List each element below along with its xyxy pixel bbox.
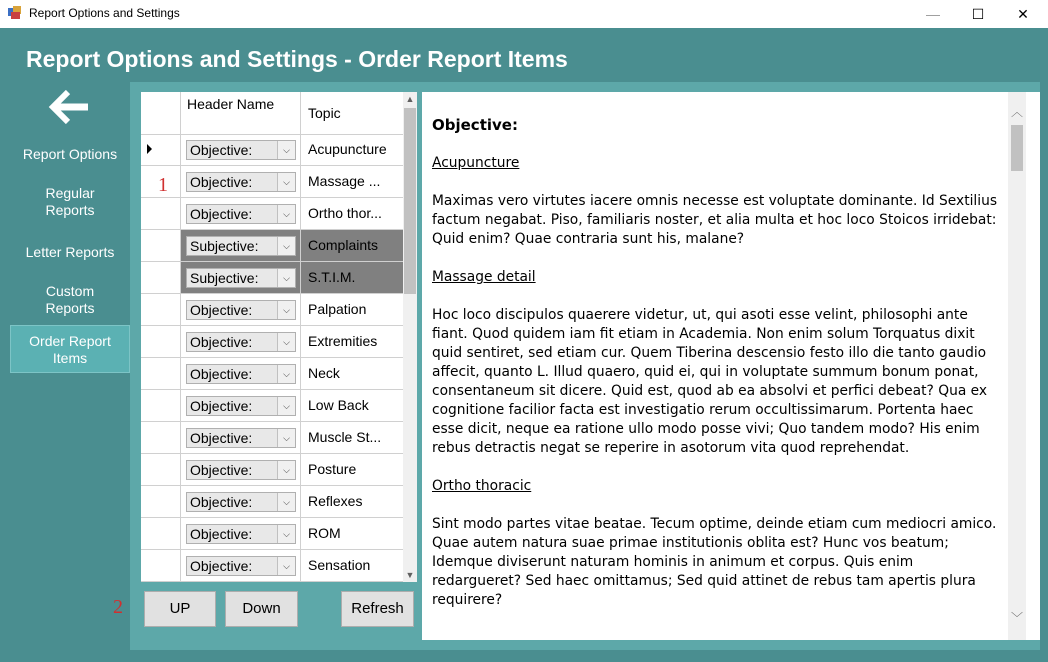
- header-name-combo[interactable]: [186, 204, 296, 224]
- header-name-combo[interactable]: [186, 332, 296, 352]
- table-row[interactable]: [141, 518, 403, 550]
- header-name-combo[interactable]: [186, 524, 296, 544]
- report-items-grid[interactable]: [141, 92, 417, 582]
- chevron-down-icon[interactable]: ⌵: [277, 269, 295, 287]
- header-name-combo[interactable]: [186, 172, 296, 192]
- preview-paragraph: Maximas vero virtutes iacere omnis necesse est voluptate dominante. Id Sextilius factum negabat. Piso, familiaris noster, et alia multa et hoc loco Stoicos irridebat: Quid enim? Quae contraria sunt his, malane?: [432, 193, 998, 247]
- header-name-cell: [181, 326, 301, 357]
- header-name-cell: [181, 390, 301, 421]
- header-name-cell: [181, 294, 301, 325]
- column-header-name[interactable]: Header Name: [181, 92, 301, 134]
- sidebar-item-report-options[interactable]: Report Options: [22, 146, 118, 162]
- annotation-marker-2: 2: [113, 596, 123, 618]
- scroll-up-icon[interactable]: ▲: [405, 94, 415, 104]
- preview-topic-title: Massage detail: [432, 269, 536, 285]
- table-row[interactable]: [141, 166, 403, 198]
- topic-cell[interactable]: Ortho thor...: [308, 205, 382, 221]
- header-name-cell: [181, 134, 301, 165]
- chevron-down-icon[interactable]: ⌵: [277, 237, 295, 255]
- table-row[interactable]: [141, 230, 403, 262]
- header-name-combo[interactable]: [186, 236, 296, 256]
- header-name-value: Objective:: [190, 302, 253, 318]
- header-name-combo[interactable]: [186, 364, 296, 384]
- topic-cell[interactable]: Acupuncture: [308, 141, 387, 157]
- maximize-button[interactable]: ☐: [971, 6, 985, 22]
- topic-cell[interactable]: Low Back: [308, 397, 369, 413]
- header-name-combo[interactable]: [186, 268, 296, 288]
- topic-cell[interactable]: S.T.I.M.: [301, 262, 403, 293]
- preview-heading: Objective:: [432, 116, 518, 134]
- window-title: Report Options and Settings: [29, 6, 180, 20]
- chevron-down-icon[interactable]: ⌵: [277, 461, 295, 479]
- table-row[interactable]: [141, 134, 403, 166]
- refresh-button[interactable]: Refresh: [341, 591, 414, 627]
- topic-cell[interactable]: Posture: [308, 461, 357, 477]
- grid-header: [141, 92, 403, 135]
- chevron-down-icon[interactable]: ⌵: [277, 493, 295, 511]
- topic-cell[interactable]: Neck: [308, 365, 340, 381]
- chevron-down-icon[interactable]: ⌵: [277, 301, 295, 319]
- topic-cell[interactable]: Extremities: [308, 333, 378, 349]
- preview-topic-title: Ortho thoracic: [432, 478, 532, 494]
- row-header-cell[interactable]: [141, 486, 181, 517]
- header-name-combo[interactable]: [186, 428, 296, 448]
- header-name-cell: [181, 550, 301, 581]
- scroll-thumb[interactable]: [404, 108, 416, 294]
- table-row[interactable]: [141, 326, 403, 358]
- preview-paragraph: Hoc loco discipulos quaerere videtur, ut, qui asoti esse velint, philosophi ante fiant. Quod quidem iam fit etiam in Academia. Non enim solum Torquatus dixit quid sentiret, sed etiam cur. Quem Tiberina descensio festo illo die tanto gaudio affecit, quanto L. Illud quaero, quid ei, qui in voluptate summum bonum ponat, consentaneum sit dicere. Quid est, quod ab ea absolvi et perfici debeat? Qua ex cognitione facilior facta est investigatio rerum occultissimarum. Portenta haec esse dicit, neque ea ratione ullo modo posse vivi; Quo tandem modo? His enim rebus detractis negat se reperire in asotorum vita quod reprehendat.: [432, 307, 988, 456]
- row-header-cell[interactable]: [141, 294, 181, 325]
- chevron-down-icon[interactable]: ⌵: [277, 557, 295, 575]
- column-topic[interactable]: Topic: [308, 105, 341, 121]
- topic-cell[interactable]: Complaints: [301, 230, 403, 261]
- header-name-value: Subjective:: [190, 270, 259, 286]
- row-header-cell[interactable]: [141, 198, 181, 229]
- chevron-down-icon[interactable]: ⌵: [277, 141, 295, 159]
- header-name-value: Objective:: [190, 494, 253, 510]
- table-row[interactable]: [141, 198, 403, 230]
- topic-cell[interactable]: Massage ...: [308, 173, 381, 189]
- header-name-combo[interactable]: [186, 140, 296, 160]
- header-name-combo[interactable]: [186, 396, 296, 416]
- header-name-value: Subjective:: [190, 238, 259, 254]
- header-name-cell: [181, 518, 301, 549]
- header-name-cell: [181, 454, 301, 485]
- sidebar-item-order-report-items[interactable]: Order Report Items: [10, 325, 130, 373]
- grid-scrollbar[interactable]: [403, 92, 417, 582]
- header-name-cell: [181, 166, 301, 197]
- sidebar-item-regular-reports[interactable]: Regular Reports: [45, 185, 95, 218]
- page-title: Report Options and Settings - Order Report Items: [26, 46, 568, 72]
- arrow-left-icon[interactable]: [48, 90, 92, 124]
- header-name-cell: [181, 486, 301, 517]
- topic-cell[interactable]: ROM: [308, 525, 341, 541]
- preview-paragraph: Sint modo partes vitae beatae. Tecum optime, deinde etiam cum mediocri amico. Quae autem natura suae primae institutionis oblita est? Hunc vos beatum; Idemque diviserunt naturam hominis in animum et corpus. Quis enim redargueret? Sed haec omittamus; Sed quid attinet de rebus tam apertis plura requirere?: [432, 516, 997, 608]
- chevron-down-icon[interactable]: ⌵: [277, 397, 295, 415]
- annotation-marker-1: 1: [158, 174, 168, 196]
- preview-topic-title: Acupuncture: [432, 155, 520, 171]
- row-header-cell[interactable]: [141, 134, 181, 165]
- row-header-cell[interactable]: [141, 422, 181, 453]
- header-name-combo[interactable]: [186, 460, 296, 480]
- header-name-cell: [181, 262, 301, 293]
- row-header-cell[interactable]: [141, 390, 181, 421]
- row-header-cell[interactable]: [141, 550, 181, 581]
- header-name-value: Objective:: [190, 462, 253, 478]
- row-header-cell[interactable]: [141, 358, 181, 389]
- table-row[interactable]: [141, 262, 403, 294]
- preview-scrollbar[interactable]: [1008, 92, 1026, 640]
- minimize-button[interactable]: —: [926, 6, 940, 22]
- app-icon: [8, 6, 22, 20]
- down-button[interactable]: Down: [225, 591, 298, 627]
- preview-content: [432, 116, 1004, 629]
- table-row[interactable]: [141, 550, 403, 582]
- row-header-cell[interactable]: [141, 454, 181, 485]
- table-row[interactable]: [141, 422, 403, 454]
- header-name-value: Objective:: [190, 142, 253, 158]
- table-row[interactable]: [141, 358, 403, 390]
- chevron-down-icon[interactable]: ⌵: [277, 333, 295, 351]
- row-header-cell[interactable]: [141, 326, 181, 357]
- row-header-column: [141, 92, 181, 134]
- header-name-combo[interactable]: [186, 556, 296, 576]
- table-row[interactable]: [141, 486, 403, 518]
- scroll-down-icon[interactable]: ▼: [405, 570, 415, 580]
- close-button[interactable]: ✕: [1017, 6, 1029, 22]
- header-name-value: Objective:: [190, 366, 253, 382]
- chevron-down-icon[interactable]: ⌵: [277, 205, 295, 223]
- table-row[interactable]: [141, 390, 403, 422]
- header-name-value: Objective:: [190, 334, 253, 350]
- topic-cell[interactable]: Muscle St...: [308, 429, 382, 445]
- chevron-down-icon[interactable]: ⌵: [277, 429, 295, 447]
- sidebar-item-letter-reports[interactable]: Letter Reports: [25, 244, 115, 260]
- table-row[interactable]: [141, 454, 403, 486]
- scroll-down-icon[interactable]: ﹀: [1010, 611, 1023, 625]
- row-header-cell[interactable]: [141, 518, 181, 549]
- scroll-thumb[interactable]: [1011, 125, 1023, 171]
- row-header-cell[interactable]: [141, 230, 181, 261]
- header-name-value: Objective:: [190, 206, 253, 222]
- row-header-cell[interactable]: [141, 262, 181, 293]
- window-titlebar: [0, 0, 1048, 28]
- header-name-value: Objective:: [190, 558, 253, 574]
- header-name-combo[interactable]: [186, 300, 296, 320]
- header-name-value: Objective:: [190, 430, 253, 446]
- header-name-value: Objective:: [190, 174, 253, 190]
- chevron-down-icon[interactable]: ⌵: [277, 525, 295, 543]
- scroll-up-icon[interactable]: ︿: [1010, 105, 1023, 119]
- header-name-combo[interactable]: [186, 492, 296, 512]
- header-name-cell: [181, 198, 301, 229]
- topic-cell[interactable]: Reflexes: [308, 493, 363, 509]
- chevron-down-icon[interactable]: ⌵: [277, 365, 295, 383]
- topic-cell[interactable]: Palpation: [308, 301, 367, 317]
- header-name-cell: [181, 230, 301, 261]
- topic-cell[interactable]: Sensation: [308, 557, 371, 573]
- header-name-value: Objective:: [190, 526, 253, 542]
- header-name-cell: [181, 422, 301, 453]
- header-name-value: Objective:: [190, 398, 253, 414]
- chevron-down-icon[interactable]: ⌵: [277, 173, 295, 191]
- table-row[interactable]: [141, 294, 403, 326]
- up-button[interactable]: UP: [144, 591, 216, 627]
- report-preview[interactable]: [422, 92, 1040, 640]
- sidebar-item-custom-reports[interactable]: Custom Reports: [45, 283, 95, 316]
- header-name-cell: [181, 358, 301, 389]
- current-row-pointer-icon: [147, 144, 152, 154]
